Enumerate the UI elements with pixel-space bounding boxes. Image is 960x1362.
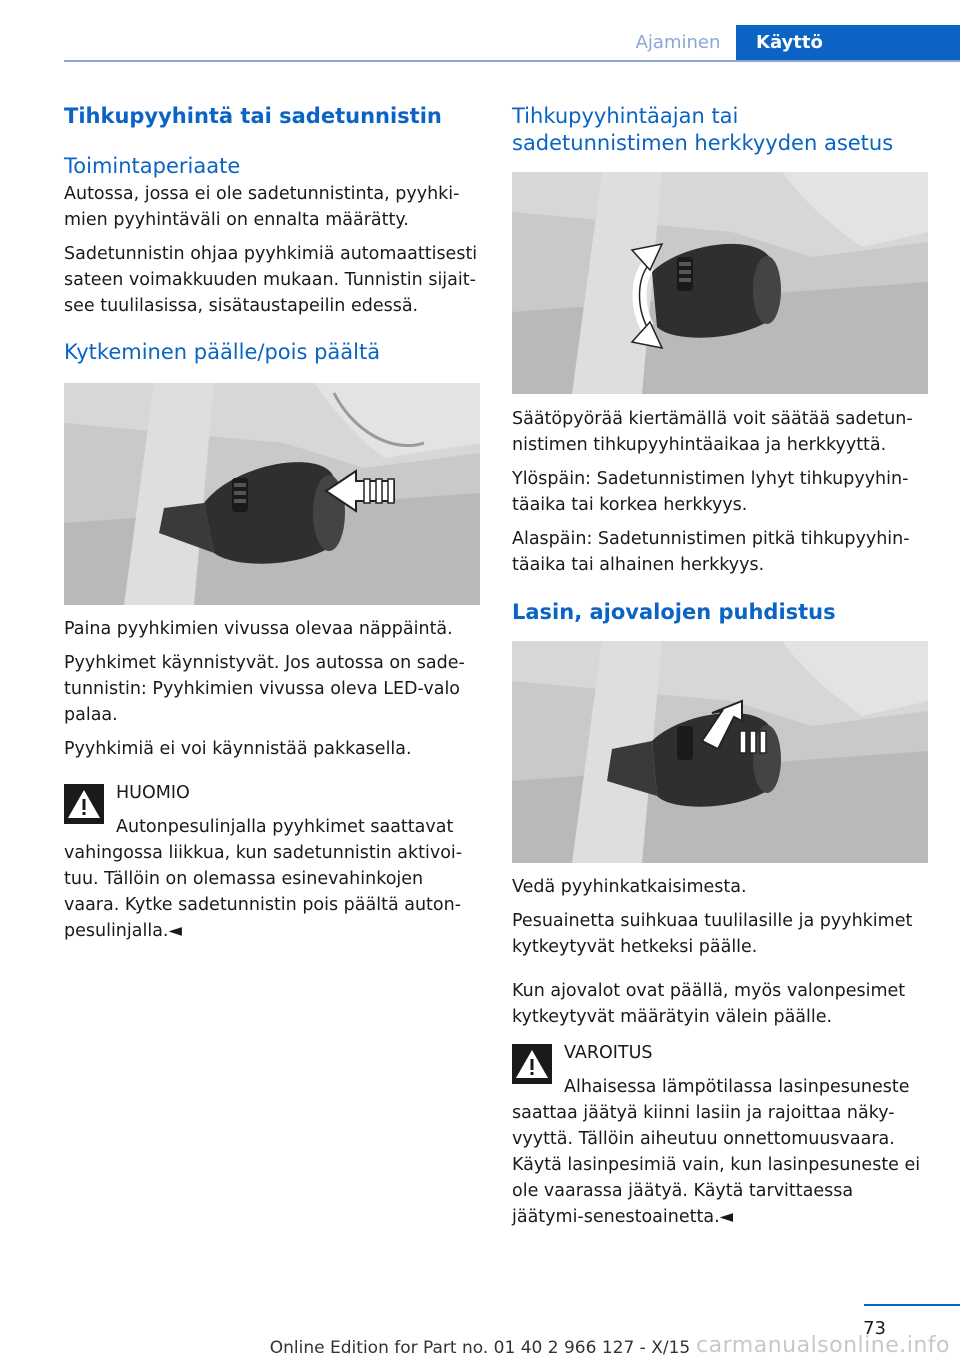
warning-triangle-icon <box>512 1044 552 1084</box>
section-title: Tihkupyyhintäajan tai sadetunnistimen herkkyyden asetus <box>512 104 894 155</box>
warning-title: HUOMIO <box>116 783 190 803</box>
left-column <box>64 100 480 944</box>
washer-figure <box>512 641 928 863</box>
warning-text-first-line: Alhaisessa lämpötilassa lasinpesuneste <box>564 1077 910 1097</box>
washer-pull-illustration <box>512 641 928 863</box>
warning-notice <box>512 1040 928 1230</box>
page-number: 73 <box>863 1318 886 1339</box>
right-column <box>512 100 928 1230</box>
page-number-rule <box>864 1304 960 1306</box>
warning-notice <box>64 780 480 944</box>
adjust-wheel-illustration <box>512 172 928 394</box>
paragraph: Vedä pyyhinkatkaisimesta. <box>512 877 747 897</box>
paragraph: Paina pyyhkimien vivussa olevaa näppäintä. <box>64 619 453 639</box>
tab-kaytto: Käyttö <box>736 25 960 61</box>
paragraph: Sadetunnistin ohjaa pyyhkimiä automaattisesti sateen voimakkuuden mukaan. Tunnistin sijait-see tuulilasissa, sisätaustapeilin edessä. <box>64 244 478 316</box>
subsection-title: Toimintaperiaate <box>64 154 241 178</box>
warning-text: saattaa jäätyä kiinni lasiin ja rajoittaa näky-vyyttä. Tällöin aiheutuu onnettomuusvaara. Käytä lasinpesimiä vain, kun lasinpesuneste ei ole vaarassa jäätyä. Käytä tarvittaessa jäätymi-senestoainetta.◄ <box>512 1103 921 1227</box>
tab-ajaminen: Ajaminen <box>635 32 721 53</box>
header-rule <box>64 60 960 62</box>
warning-title: VAROITUS <box>564 1043 653 1063</box>
paragraph: Alaspäin: Sadetunnistimen pitkä tihkupyyhin-täaika tai alhainen herkkyys. <box>512 529 910 575</box>
paragraph: Säätöpyörää kiertämällä voit säätää sadetun-nistimen tihkupyyhintäaikaa ja herkkyyttä. <box>512 409 913 455</box>
watermark: carmanualsonline.info <box>696 1333 950 1358</box>
paragraph: Kun ajovalot ovat päällä, myös valonpesimet kytkeytyvät määrätyin välein päälle. <box>512 981 906 1027</box>
wiper-stalk-press-illustration <box>64 383 480 605</box>
paragraph: Pyyhkimet käynnistyvät. Jos autossa on sade-tunnistin: Pyyhkimien vivussa oleva LED-valo palaa. <box>64 653 465 725</box>
paragraph: Autossa, jossa ei ole sadetunnistinta, pyyhki-mien pyyhintäväli on ennalta määrätty. <box>64 184 460 230</box>
subsection-title: Kytkeminen päälle/pois päältä <box>64 340 381 364</box>
section-title: Tihkupyyhintä tai sadetunnistin <box>64 104 442 128</box>
sensitivity-wheel-figure <box>512 172 928 394</box>
section-title: Lasin, ajovalojen puhdistus <box>512 600 836 624</box>
wiper-button-figure <box>64 383 480 605</box>
paragraph: Ylöspäin: Sadetunnistimen lyhyt tihkupyyhin-täaika tai korkea herkkyys. <box>512 469 909 515</box>
paragraph: Pesuainetta suihkuaa tuulilasille ja pyyhkimet kytkeytyvät hetkeksi päälle. <box>512 911 913 957</box>
warning-text-first-line: Autonpesulinjalla pyyhkimet saattavat <box>116 817 454 837</box>
edition-footer: Online Edition for Part no. 01 40 2 966 127 - X/15 <box>269 1338 691 1358</box>
warning-text: vahingossa liikkua, kun sadetunnistin aktivoi-tuu. Tällöin on olemassa esinevahinkojen vaara. Kytke sadetunnistin pois päältä auton-pesulinjalla.◄ <box>64 843 463 941</box>
paragraph: Pyyhkimiä ei voi käynnistää pakkasella. <box>64 739 412 759</box>
warning-triangle-icon <box>64 784 104 824</box>
